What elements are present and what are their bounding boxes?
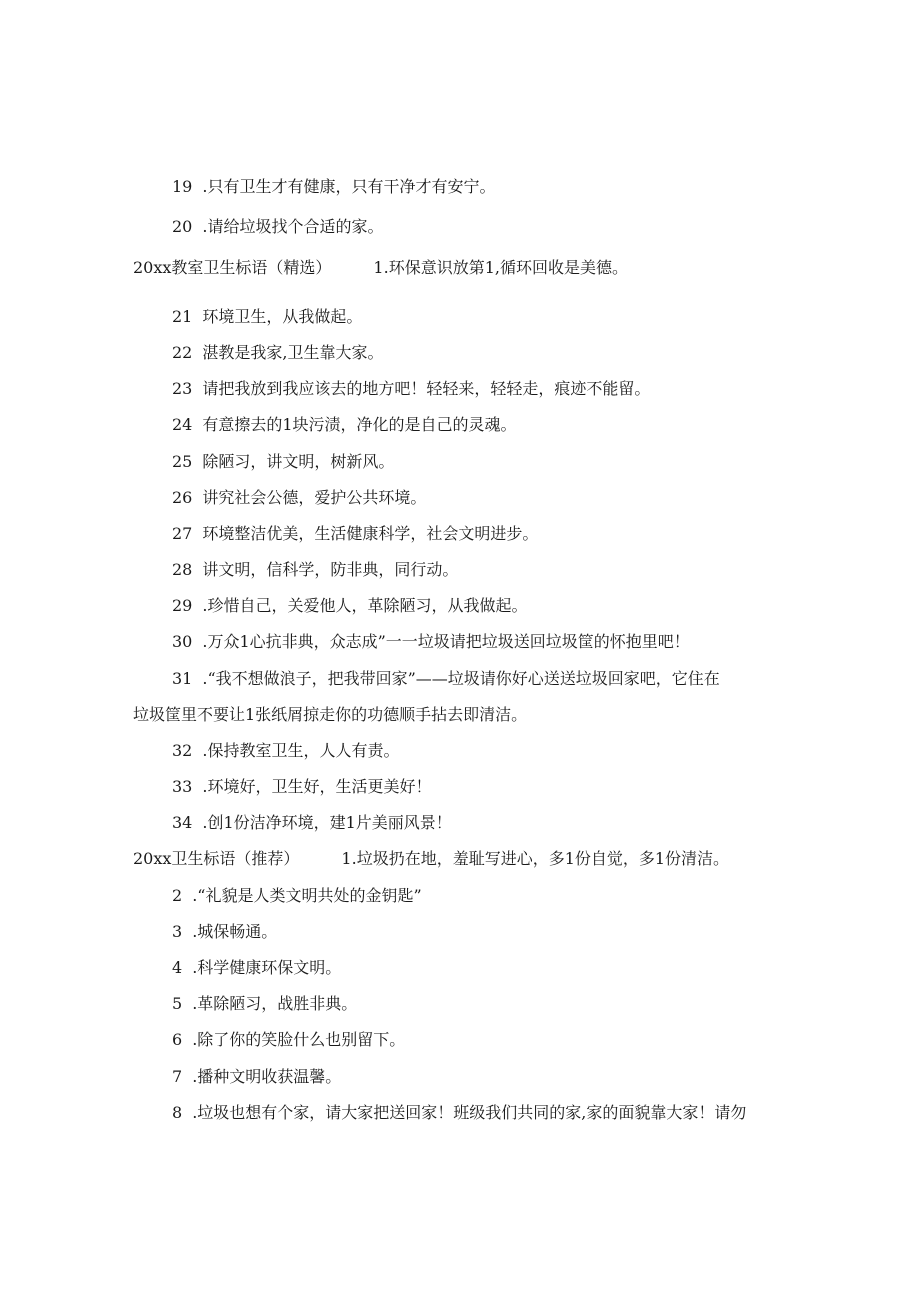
list-item <box>172 812 452 834</box>
section-heading <box>133 257 628 279</box>
item-text: 垃圾筐里不要让1张纸屑掠走你的功德顺手拈去即清洁。 <box>133 705 528 724</box>
item-number: 31 <box>172 669 193 688</box>
item-text: .城保畅通。 <box>192 922 278 941</box>
list-item <box>172 885 422 907</box>
list-item <box>172 306 362 328</box>
item-text: 请把我放到我应该去的地方吧！轻轻来，轻轻走，痕迹不能留。 <box>202 379 651 398</box>
list-item <box>172 668 720 690</box>
list-item <box>172 1102 746 1124</box>
item-text: .除了你的笑脸什么也别留下。 <box>192 1030 406 1049</box>
list-item <box>172 451 394 473</box>
list-item <box>172 414 517 436</box>
list-item <box>172 776 431 798</box>
item-text: .“礼貌是人类文明共处的金钥匙” <box>192 886 422 905</box>
list-item <box>172 993 357 1015</box>
item-text: 讲究社会公德，爱护公共环境。 <box>202 488 427 507</box>
section-heading <box>133 848 729 870</box>
item-number: 29 <box>172 596 193 615</box>
item-text: .革除陋习，战胜非典。 <box>192 994 358 1013</box>
item-text: 环境整洁优美，生活健康科学，社会文明进步。 <box>202 524 539 543</box>
item-number: 2 <box>172 886 183 905</box>
list-item <box>172 1066 341 1088</box>
item-text: .“我不想做浪子，把我带回家”——垃圾请你好心送送垃圾回家吧，它住在 <box>202 669 720 688</box>
item-number: 30 <box>172 632 193 651</box>
item-number: 8 <box>172 1103 183 1122</box>
item-number: 25 <box>172 452 193 471</box>
item-number: 7 <box>172 1067 183 1086</box>
section-first-item: 1.垃圾扔在地，羞耻写进心，多1份自觉，多1份清洁。 <box>341 849 730 868</box>
list-item <box>172 631 690 653</box>
item-number: 19 <box>172 177 193 196</box>
item-text: 除陋习，讲文明，树新风。 <box>202 452 395 471</box>
item-text: .创1份洁净环境，建1片美丽风景！ <box>202 813 452 832</box>
list-item <box>172 378 650 400</box>
list-item <box>172 342 383 364</box>
item-text: .珍惜自己，关爱他人，革除陋习，从我做起。 <box>202 596 528 615</box>
list-item <box>172 740 399 762</box>
item-text: .科学健康环保文明。 <box>192 958 342 977</box>
item-number: 23 <box>172 379 193 398</box>
item-number: 27 <box>172 524 193 543</box>
item-number: 21 <box>172 307 193 326</box>
section-title: 20xx教室卫生标语（精选） <box>133 258 332 277</box>
item-text: .请给垃圾找个合适的家。 <box>202 217 384 236</box>
item-text: .垃圾也想有个家，请大家把送回家！班级我们共同的家,家的面貌靠大家！请勿 <box>192 1103 747 1122</box>
item-text: 有意擦去的1块污渍，净化的是自己的灵魂。 <box>202 415 517 434</box>
item-text: 讲文明，信科学，防非典，同行动。 <box>202 560 459 579</box>
item-number: 6 <box>172 1030 183 1049</box>
list-item <box>172 216 383 238</box>
item-number: 26 <box>172 488 193 507</box>
item-text: .只有卫生才有健康，只有干净才有安宁。 <box>202 177 496 196</box>
list-item <box>172 176 495 198</box>
item-number: 5 <box>172 994 183 1013</box>
item-number: 22 <box>172 343 193 362</box>
item-number: 24 <box>172 415 193 434</box>
list-item-continuation <box>133 704 527 726</box>
list-item <box>172 523 538 545</box>
item-number: 28 <box>172 560 193 579</box>
item-number: 3 <box>172 922 183 941</box>
list-item <box>172 559 458 581</box>
item-number: 34 <box>172 813 193 832</box>
item-text: .环境好，卫生好，生活更美好！ <box>202 777 432 796</box>
item-text: 环境卫生，从我做起。 <box>202 307 363 326</box>
item-text: .保持教室卫生，人人有责。 <box>202 741 400 760</box>
list-item <box>172 957 341 979</box>
item-text: 湛教是我家,卫生靠大家。 <box>202 343 384 362</box>
list-item <box>172 1029 405 1051</box>
item-number: 32 <box>172 741 193 760</box>
item-number: 20 <box>172 217 193 236</box>
section-title: 20xx卫生标语（推荐） <box>133 849 300 868</box>
item-text: .万众1心抗非典，众志成”一一垃圾请把垃圾送回垃圾筐的怀抱里吧！ <box>202 632 690 651</box>
list-item <box>172 487 426 509</box>
list-item <box>172 921 277 943</box>
item-number: 4 <box>172 958 183 977</box>
section-first-item: 1.环保意识放第1,循环回收是美德。 <box>373 258 628 277</box>
item-text: .播种文明收获温馨。 <box>192 1067 342 1086</box>
list-item <box>172 595 527 617</box>
item-number: 33 <box>172 777 193 796</box>
